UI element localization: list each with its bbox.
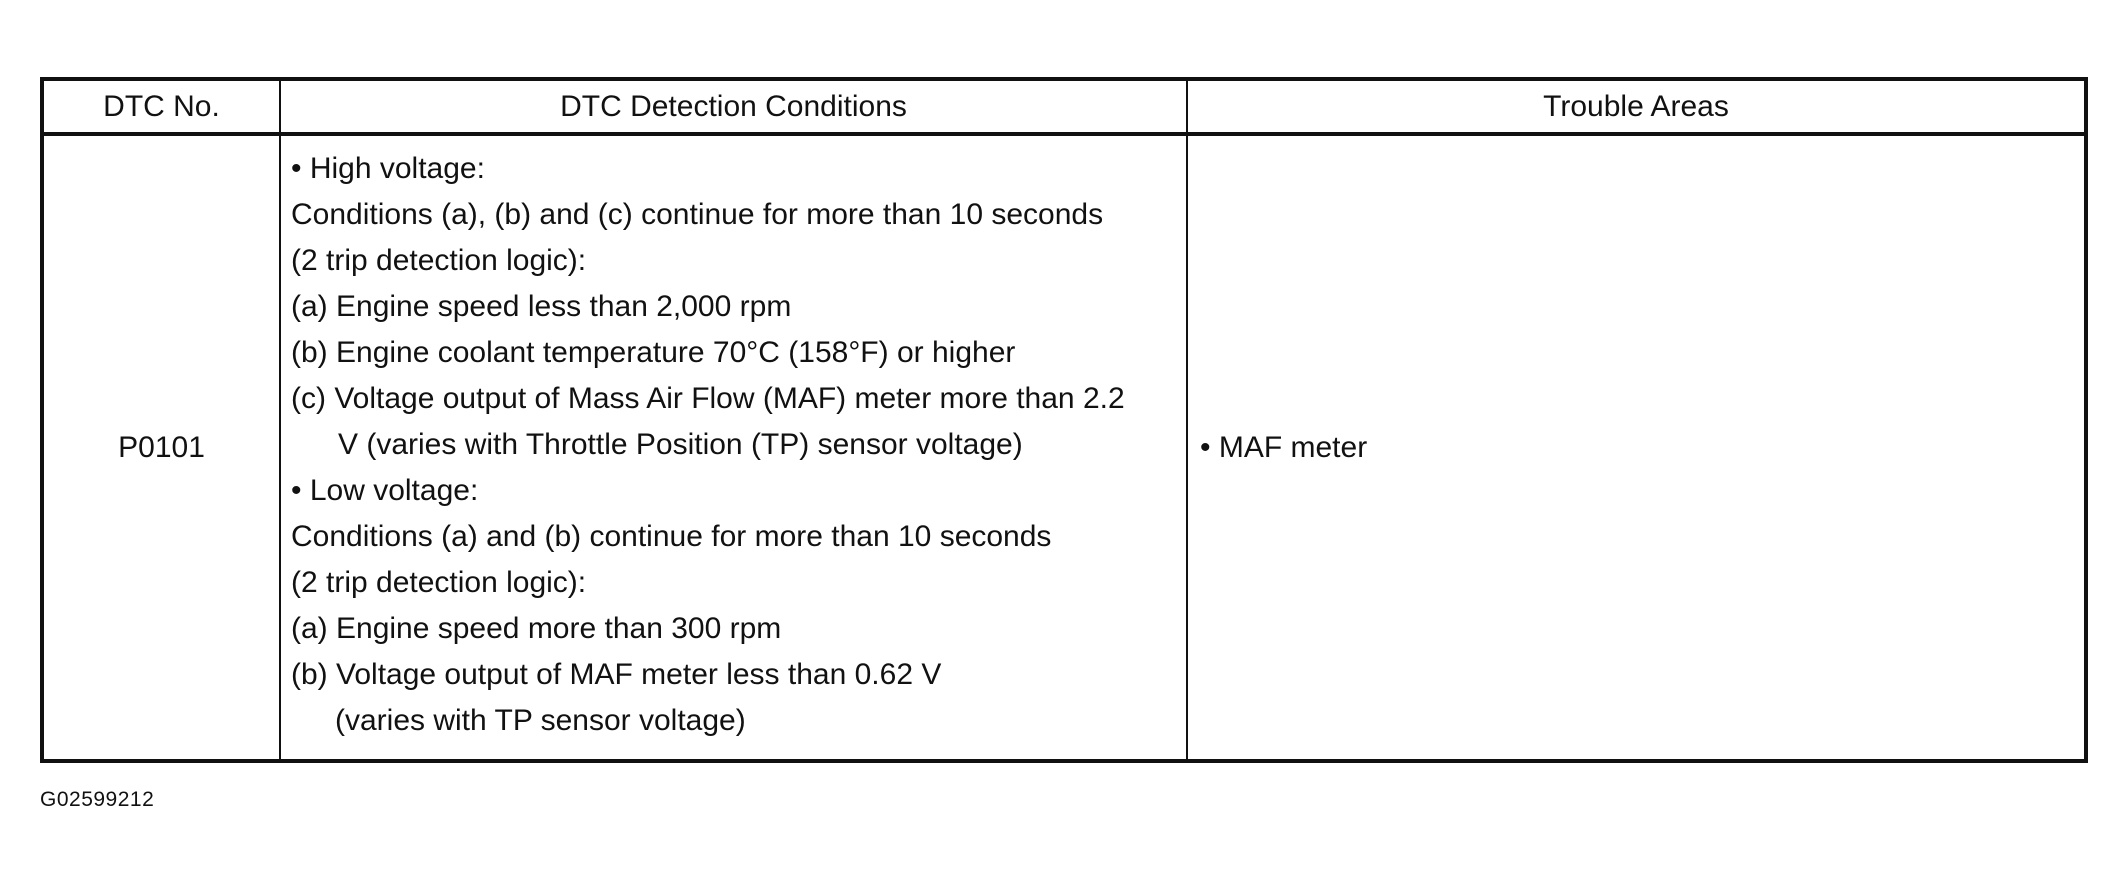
condition-line: Conditions (a), (b) and (c) continue for more than 10 seconds: [291, 198, 1104, 231]
detection-conditions-cell: [280, 134, 1187, 761]
condition-line: (varies with TP sensor voltage): [335, 704, 746, 737]
condition-line: • Low voltage:: [291, 474, 479, 507]
header-detection-conditions: DTC Detection Conditions: [280, 79, 1187, 134]
figure-code: G02599212: [40, 788, 155, 811]
trouble-area-cell: • MAF meter: [1187, 134, 2086, 761]
table-header-row: [42, 79, 2086, 134]
dtc-code-cell: P0101: [42, 134, 280, 761]
dtc-table: [40, 77, 2088, 763]
condition-line: (2 trip detection logic):: [291, 566, 587, 599]
condition-line: Conditions (a) and (b) continue for more than 10 seconds: [291, 520, 1052, 553]
condition-line: • High voltage:: [291, 152, 485, 185]
condition-line: (2 trip detection logic):: [291, 244, 587, 277]
condition-line: V (varies with Throttle Position (TP) sensor voltage): [338, 428, 1023, 461]
condition-line: (c) Voltage output of Mass Air Flow (MAF) meter more than 2.2: [291, 382, 1125, 415]
condition-line: (b) Engine coolant temperature 70°C (158°F) or higher: [291, 336, 1016, 369]
condition-line: (b) Voltage output of MAF meter less than 0.62 V: [291, 658, 942, 691]
header-trouble-areas: Trouble Areas: [1187, 79, 2086, 134]
condition-line: (a) Engine speed more than 300 rpm: [291, 612, 782, 645]
condition-line: (a) Engine speed less than 2,000 rpm: [291, 290, 792, 323]
table-row: [42, 134, 2086, 761]
header-dtc-no: DTC No.: [42, 79, 280, 134]
